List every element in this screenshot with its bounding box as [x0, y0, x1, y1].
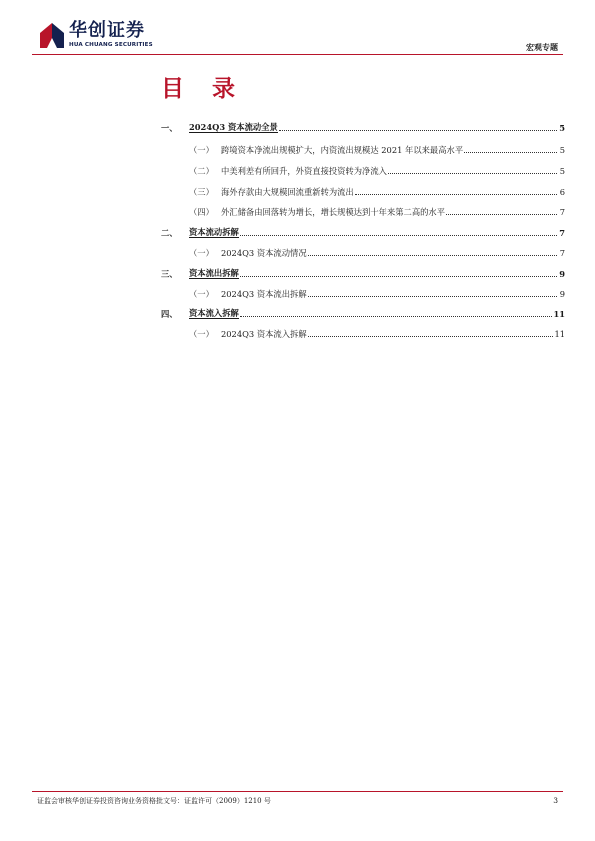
- toc-entry[interactable]: [161, 183, 565, 197]
- toc-entry-page: 9: [559, 269, 565, 279]
- toc-entry-number: 二、: [161, 228, 178, 238]
- toc-dot-leader: [446, 214, 557, 215]
- toc-entry[interactable]: [161, 305, 565, 319]
- toc-dot-leader: [279, 130, 557, 131]
- logo-mark-icon: [38, 21, 66, 49]
- toc-dot-leader: [308, 296, 557, 297]
- toc-entry[interactable]: [161, 119, 565, 133]
- toc-entry-label: 2024Q3 资本流入拆解: [221, 329, 307, 339]
- toc-entry-number: 一、: [161, 123, 178, 133]
- toc-entry[interactable]: [161, 285, 565, 299]
- toc-entry-page: 11: [553, 309, 565, 319]
- toc-entry-page: 5: [559, 166, 565, 176]
- toc-entry-label: 中美利差有所回升，外资直接投资转为净流入: [221, 166, 387, 176]
- toc-entry[interactable]: [161, 224, 565, 238]
- table-of-contents: [161, 0, 565, 841]
- toc-entry-label: 资本流动拆解: [189, 227, 239, 237]
- section-tag: 宏观专题: [526, 42, 558, 52]
- toc-dot-leader: [355, 194, 557, 195]
- toc-entry[interactable]: [161, 265, 565, 279]
- toc-entry[interactable]: [161, 244, 565, 258]
- toc-entry-page: 7: [559, 228, 565, 238]
- toc-dot-leader: [240, 235, 557, 236]
- toc-entry-label: 2024Q3 资本流动全景: [189, 122, 278, 132]
- toc-entry-number: 四、: [161, 309, 178, 319]
- toc-entry-page: 7: [559, 207, 565, 217]
- toc-dot-leader: [240, 276, 557, 277]
- toc-entry-page: 5: [559, 123, 565, 133]
- toc-entry-page: 9: [559, 289, 565, 299]
- toc-entry-number: （四）: [189, 207, 214, 217]
- toc-dot-leader: [388, 173, 557, 174]
- footer-divider: [32, 791, 563, 792]
- toc-dot-leader: [308, 336, 554, 337]
- toc-dot-leader: [308, 255, 557, 256]
- toc-entry-number: （一）: [189, 248, 214, 258]
- toc-title: 目 录: [161, 75, 246, 102]
- company-logo: [38, 20, 153, 50]
- toc-entry-label: 海外存款由大规模回流重新转为流出: [221, 187, 354, 197]
- toc-entry-number: （一）: [189, 329, 214, 339]
- toc-entry[interactable]: [161, 162, 565, 176]
- toc-entry-number: （三）: [189, 187, 214, 197]
- toc-entry-number: （二）: [189, 166, 214, 176]
- toc-dot-leader: [464, 152, 557, 153]
- toc-entry-page: 7: [559, 248, 565, 258]
- toc-entry[interactable]: [161, 203, 565, 217]
- toc-entry-label: 资本流出拆解: [189, 268, 239, 278]
- toc-entry-label: 资本流入拆解: [189, 308, 239, 318]
- toc-entry-label: 2024Q3 资本流动情况: [221, 248, 307, 258]
- toc-entry-number: （一）: [189, 145, 214, 155]
- logo-english-name: HUA CHUANG SECURITIES: [69, 41, 153, 48]
- footer-license-text: 证监会审核华创证券投资咨询业务资格批文号：证监许可（2009）1210 号: [37, 797, 271, 805]
- toc-entry-page: 5: [559, 145, 565, 155]
- toc-entry-number: （一）: [189, 289, 214, 299]
- toc-entry[interactable]: [161, 141, 565, 155]
- toc-entry-label: 跨境资本净流出规模扩大，内资流出规模达 2021 年以来最高水平: [221, 145, 464, 155]
- toc-entry-label: 外汇储备由回落转为增长，增长规模达到十年来第二高的水平: [221, 207, 446, 217]
- toc-dot-leader: [240, 316, 553, 317]
- toc-entry-number: 三、: [161, 269, 178, 279]
- toc-entry-label: 2024Q3 资本流出拆解: [221, 289, 307, 299]
- page-number: 3: [553, 796, 558, 805]
- logo-chinese-name: 华创证券: [69, 19, 145, 41]
- toc-entry-page: 11: [554, 329, 565, 339]
- toc-entry[interactable]: [161, 325, 565, 339]
- toc-entry-page: 6: [559, 187, 565, 197]
